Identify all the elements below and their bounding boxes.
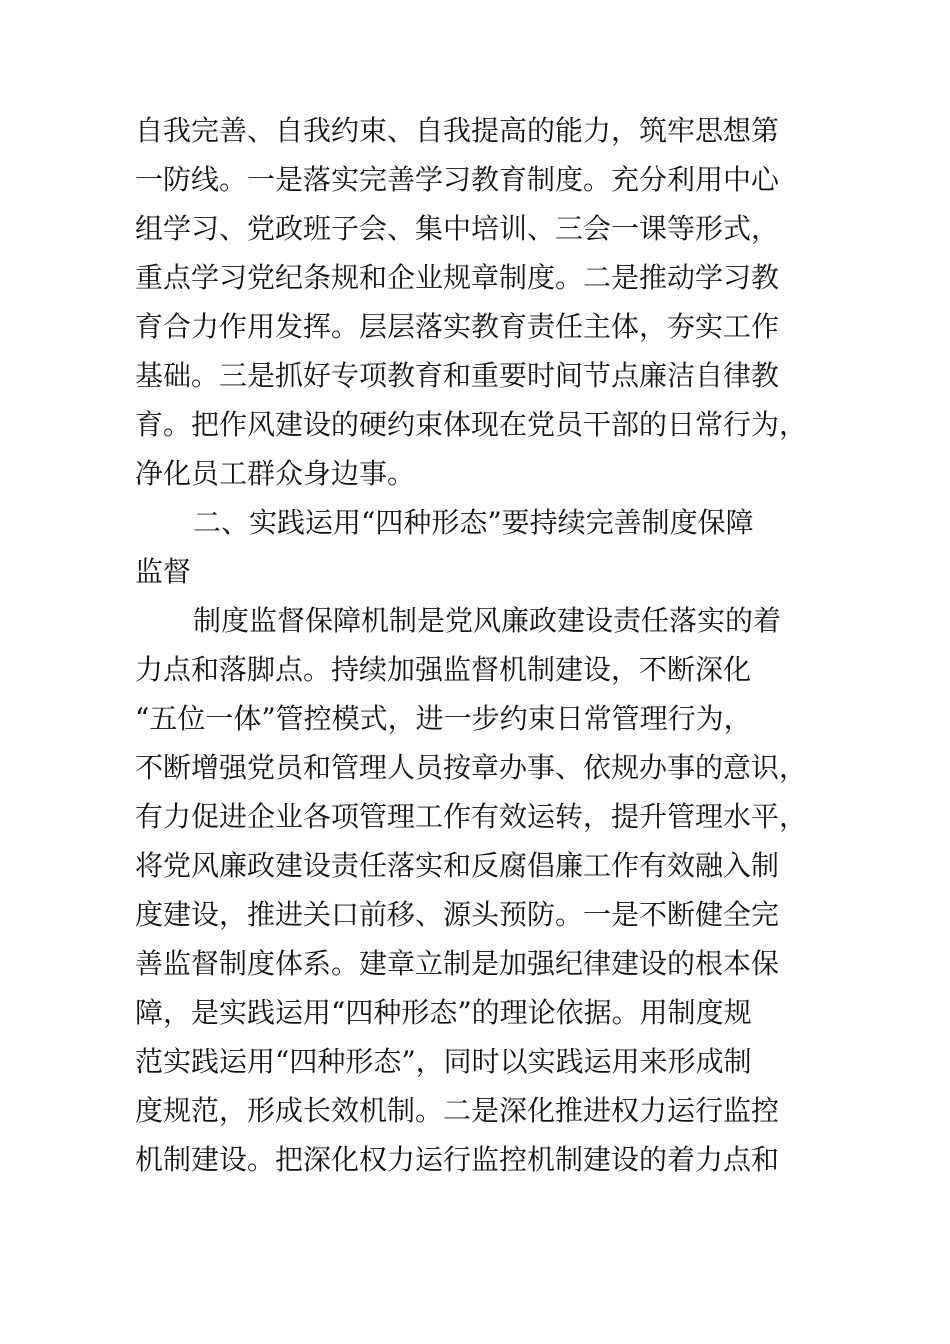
- text-line: 机制建设。把深化权力运行监控机制建设的着力点和: [135, 1143, 780, 1176]
- text-line: 育。把作风建设的硬约束体现在党员干部的日常行为，: [135, 408, 808, 441]
- text-line: 基础。三是抓好专项教育和重要时间节点廉洁自律教: [135, 359, 780, 392]
- text-line: 净化员工群众身边事。: [135, 457, 416, 490]
- text-line: 度建设，推进关口前移、源头预防。一是不断健全完: [135, 898, 780, 931]
- text-line: 有力促进企业各项管理工作有效运转，提升管理水平，: [135, 800, 808, 833]
- document-body: [135, 106, 835, 1184]
- text-line: 力点和落脚点。持续加强监督机制建设，不断深化: [135, 653, 752, 686]
- text-line: 善监督制度体系。建章立制是加强纪律建设的根本保: [135, 947, 780, 980]
- text-line: 一防线。一是落实完善学习教育制度。充分利用中心: [135, 163, 780, 196]
- text-line: 障，是实践运用“四种形态”的理论依据。用制度规: [135, 996, 752, 1029]
- text-line: 不断增强党员和管理人员按章办事、依规办事的意识，: [135, 751, 808, 784]
- text-line: 组学习、党政班子会、集中培训、三会一课等形式，: [135, 212, 780, 245]
- section-heading: 二、实践运用“四种形态”要持续完善制度保障: [193, 506, 754, 539]
- text-line: 自我完善、自我约束、自我提高的能力，筑牢思想第: [135, 114, 780, 147]
- text-line: 育合力作用发挥。层层落实教育责任主体，夯实工作: [135, 310, 780, 343]
- text-line: 将党风廉政建设责任落实和反腐倡廉工作有效融入制: [135, 849, 780, 882]
- text-line: 范实践运用“四种形态”，同时以实践运用来形成制: [135, 1045, 752, 1078]
- text-line: 度规范，形成长效机制。二是深化推进权力运行监控: [135, 1094, 780, 1127]
- text-line: “五位一体”管控模式，进一步约束日常管理行为，: [135, 702, 752, 735]
- text-line: 制度监督保障机制是党风廉政建设责任落实的着: [193, 604, 782, 637]
- text-line: 重点学习党纪条规和企业规章制度。二是推动学习教: [135, 261, 780, 294]
- section-heading-continuation: 监督: [135, 555, 192, 588]
